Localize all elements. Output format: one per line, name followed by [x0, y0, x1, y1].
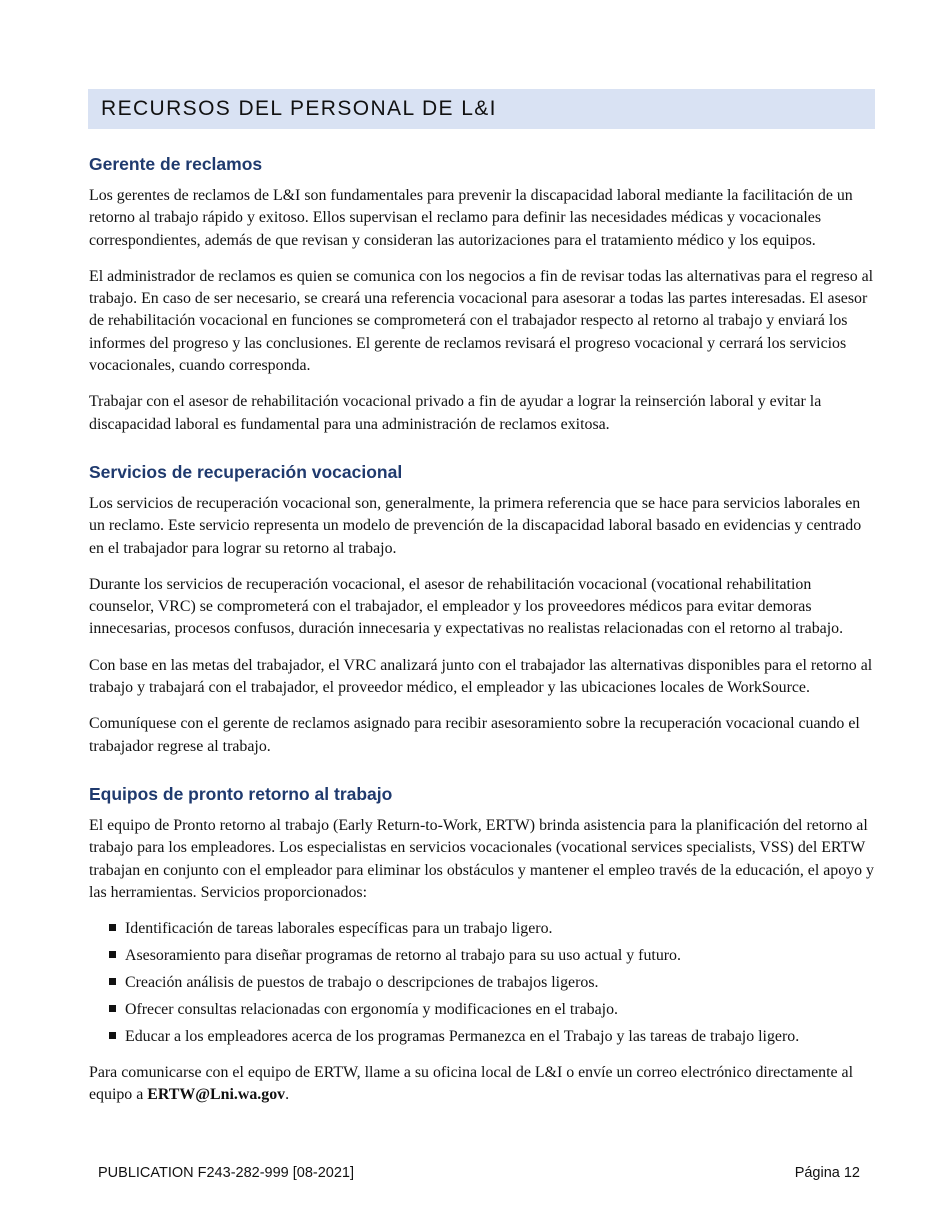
paragraph: El administrador de reclamos es quien se comunica con los negocios a fin de revisar todas las alternativas para el regreso al trabajo. En caso de ser necesario, se creará una referencia vocacional para asesorar a todas las partes interesadas. El asesor de rehabilitación vocacional en funciones se comprometerá con el trabajador respecto al retorno al trabajo y enviará los informes del progreso y las conclusiones. El gerente de reclamos revisará el progreso vocacional y cerrará los servicios vocacionales, cuando corresponda.: [89, 267, 874, 375]
publication-number: PUBLICATION F243-282-999 [08-2021]: [98, 1165, 355, 1181]
list-item-text: Asesoramiento para diseñar programas de retorno al trabajo para su uso actual y futuro.: [125, 947, 681, 965]
banner-title: RECURSOS DEL PERSONAL DE L&I: [101, 97, 497, 120]
section-heading: Servicios de recuperación vocacional: [89, 461, 403, 482]
list-item: [89, 1026, 879, 1048]
list-item: [89, 972, 879, 994]
contact-suffix: .: [285, 1086, 290, 1104]
bullet-square-icon: [109, 951, 116, 958]
list-item: [89, 945, 879, 967]
paragraph: Con base en las metas del trabajador, el VRC analizará junto con el trabajador las alternativas disponibles para el retorno al trabajo y trabajará con el trabajador, el proveedor médico, el empleador y las ubicaciones locales de WorkSource.: [89, 656, 873, 697]
section-early-return-to-work: [89, 780, 879, 1107]
paragraph: Trabajar con el asesor de rehabilitación vocacional privado a fin de ayudar a lograr la reinserción laboral y evitar la discapacidad laboral es fundamental para una administración de reclamos exitosa.: [89, 393, 822, 433]
list-item-text: Identificación de tareas laborales específicas para un trabajo ligero.: [125, 920, 553, 938]
paragraph: Los servicios de recuperación vocacional son, generalmente, la primera referencia que se hace para servicios laborales en un reclamo. Este servicio representa un modelo de prevención de la discapacidad laboral basado en evidencias y centrado en el trabajador para lograr su retorno al trabajo.: [89, 494, 862, 557]
document-body: [89, 150, 879, 1129]
contact-paragraph: [89, 1062, 879, 1107]
bullet-square-icon: [109, 978, 116, 985]
paragraph: Comuníquese con el gerente de reclamos asignado para recibir asesoramiento sobre la recuperación vocacional cuando el trabajador regrese al trabajo.: [89, 715, 860, 755]
services-list: [89, 918, 879, 1048]
page-number: Página 12: [794, 1165, 860, 1181]
paragraph: Los gerentes de reclamos de L&I son fundamentales para prevenir la discapacidad laboral mediante la facilitación de un retorno al trabajo rápido y exitoso. Ellos supervisan el reclamo para definir las necesidades médicas y vocacionales correspondientes, además de que revisan y consideran las autorizaciones para el tratamiento médico y los equipos.: [89, 187, 853, 249]
list-item: [89, 918, 879, 940]
list-item-text: Ofrecer consultas relacionadas con ergonomía y modificaciones en el trabajo.: [125, 1000, 618, 1018]
section-vocational-recovery: [89, 458, 879, 758]
bullet-square-icon: [109, 1032, 116, 1039]
section-heading: Equipos de pronto retorno al trabajo: [89, 783, 393, 804]
section-banner: [88, 89, 875, 129]
paragraph: Durante los servicios de recuperación vocacional, el asesor de rehabilitación vocacional (vocational rehabilitation counselor, VRC) se comprometerá con el trabajador, el empleador y los proveedores médicos para evitar demoras innecesarias, procesos confusos, duración innecesaria y expectativas no realistas relacionadas con el retorno al trabajo.: [89, 575, 844, 638]
list-item: [89, 999, 879, 1021]
list-item-text: Educar a los empleadores acerca de los programas Permanezca en el Trabajo y las tareas de trabajo ligero.: [125, 1027, 800, 1045]
section-heading: Gerente de reclamos: [89, 154, 263, 174]
contact-text: Para comunicarse con el equipo de ERTW, llame a su oficina local de L&I o envíe un correo electrónico directamente al equipo a: [89, 1063, 853, 1104]
paragraph: El equipo de Pronto retorno al trabajo (Early Return-to-Work, ERTW) brinda asistencia para la planificación del retorno al trabajo para los empleadores. Los especialistas en servicios vocacionales (vocational services specialists, VSS) del ERTW trabajan en conjunto con el empleador para eliminar los obstáculos y mantener el empleo través de la educación, el apoyo y las herramientas. Servicios proporcionados:: [89, 816, 874, 901]
ertw-email: ERTW@Lni.wa.gov: [147, 1086, 286, 1104]
bullet-square-icon: [109, 1005, 116, 1012]
section-claim-manager: [89, 150, 879, 436]
list-item-text: Creación análisis de puestos de trabajo o descripciones de trabajos ligeros.: [125, 973, 599, 991]
bullet-square-icon: [109, 924, 116, 931]
